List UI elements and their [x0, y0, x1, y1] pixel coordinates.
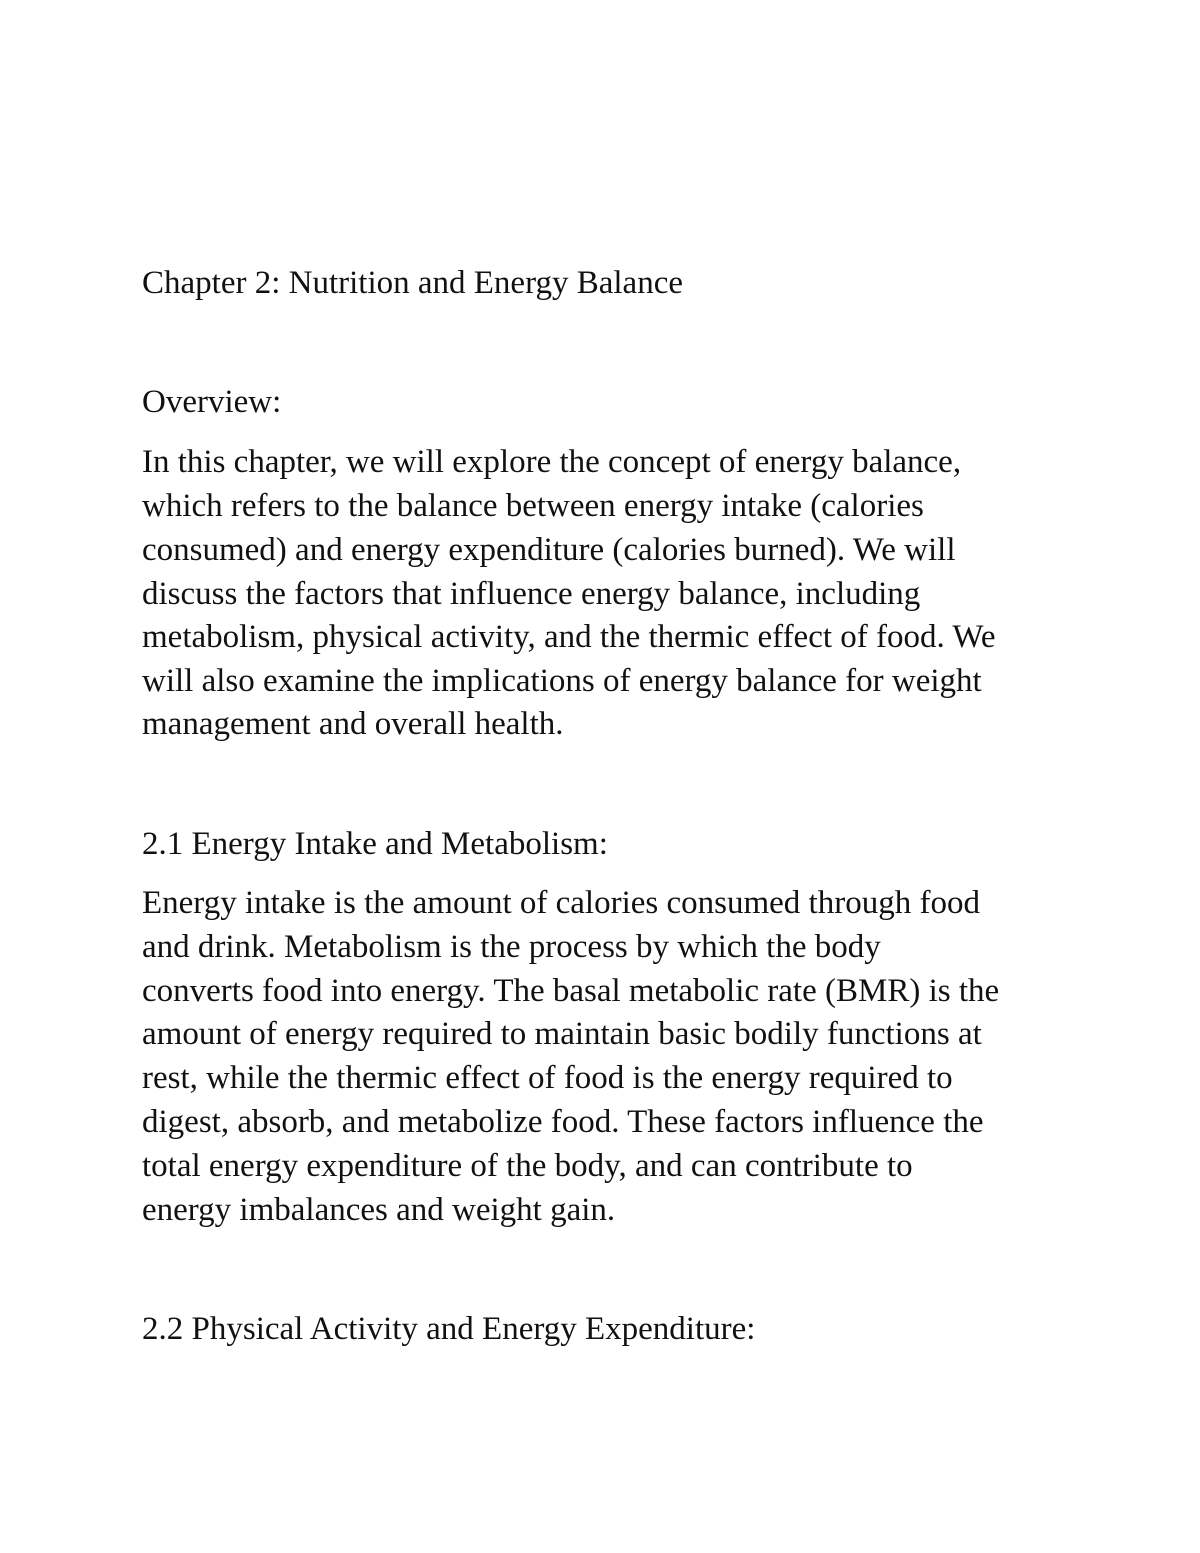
section-2-1-line: energy imbalances and weight gain. — [142, 1192, 616, 1228]
overview-line: which refers to the balance between energy intake (calories — [142, 488, 924, 524]
section-2-1-line: and drink. Metabolism is the process by which the body — [142, 929, 881, 965]
overview-line: metabolism, physical activity, and the thermic effect of food. We — [142, 619, 996, 655]
overview-line: In this chapter, we will explore the concept of energy balance, — [142, 444, 962, 480]
section-2-1-line: digest, absorb, and metabolize food. These factors influence the — [142, 1104, 984, 1140]
section-2-1-heading: 2.1 Energy Intake and Metabolism: — [142, 826, 608, 862]
section-2-1-line: converts food into energy. The basal metabolic rate (BMR) is the — [142, 973, 1000, 1009]
overview-heading: Overview: — [142, 384, 282, 420]
section-2-1-line: Energy intake is the amount of calories consumed through food — [142, 885, 980, 921]
chapter-title: Chapter 2: Nutrition and Energy Balance — [142, 265, 683, 301]
overview-line: will also examine the implications of energy balance for weight — [142, 663, 982, 699]
section-2-1-line: total energy expenditure of the body, and can contribute to — [142, 1148, 913, 1184]
overview-line: management and overall health. — [142, 706, 564, 742]
section-2-1-line: amount of energy required to maintain basic bodily functions at — [142, 1016, 982, 1052]
section-2-2-heading: 2.2 Physical Activity and Energy Expenditure: — [142, 1311, 756, 1347]
overview-line: consumed) and energy expenditure (calories burned). We will — [142, 532, 956, 568]
overview-line: discuss the factors that influence energy balance, including — [142, 576, 921, 612]
section-2-1-line: rest, while the thermic effect of food is the energy required to — [142, 1060, 953, 1096]
